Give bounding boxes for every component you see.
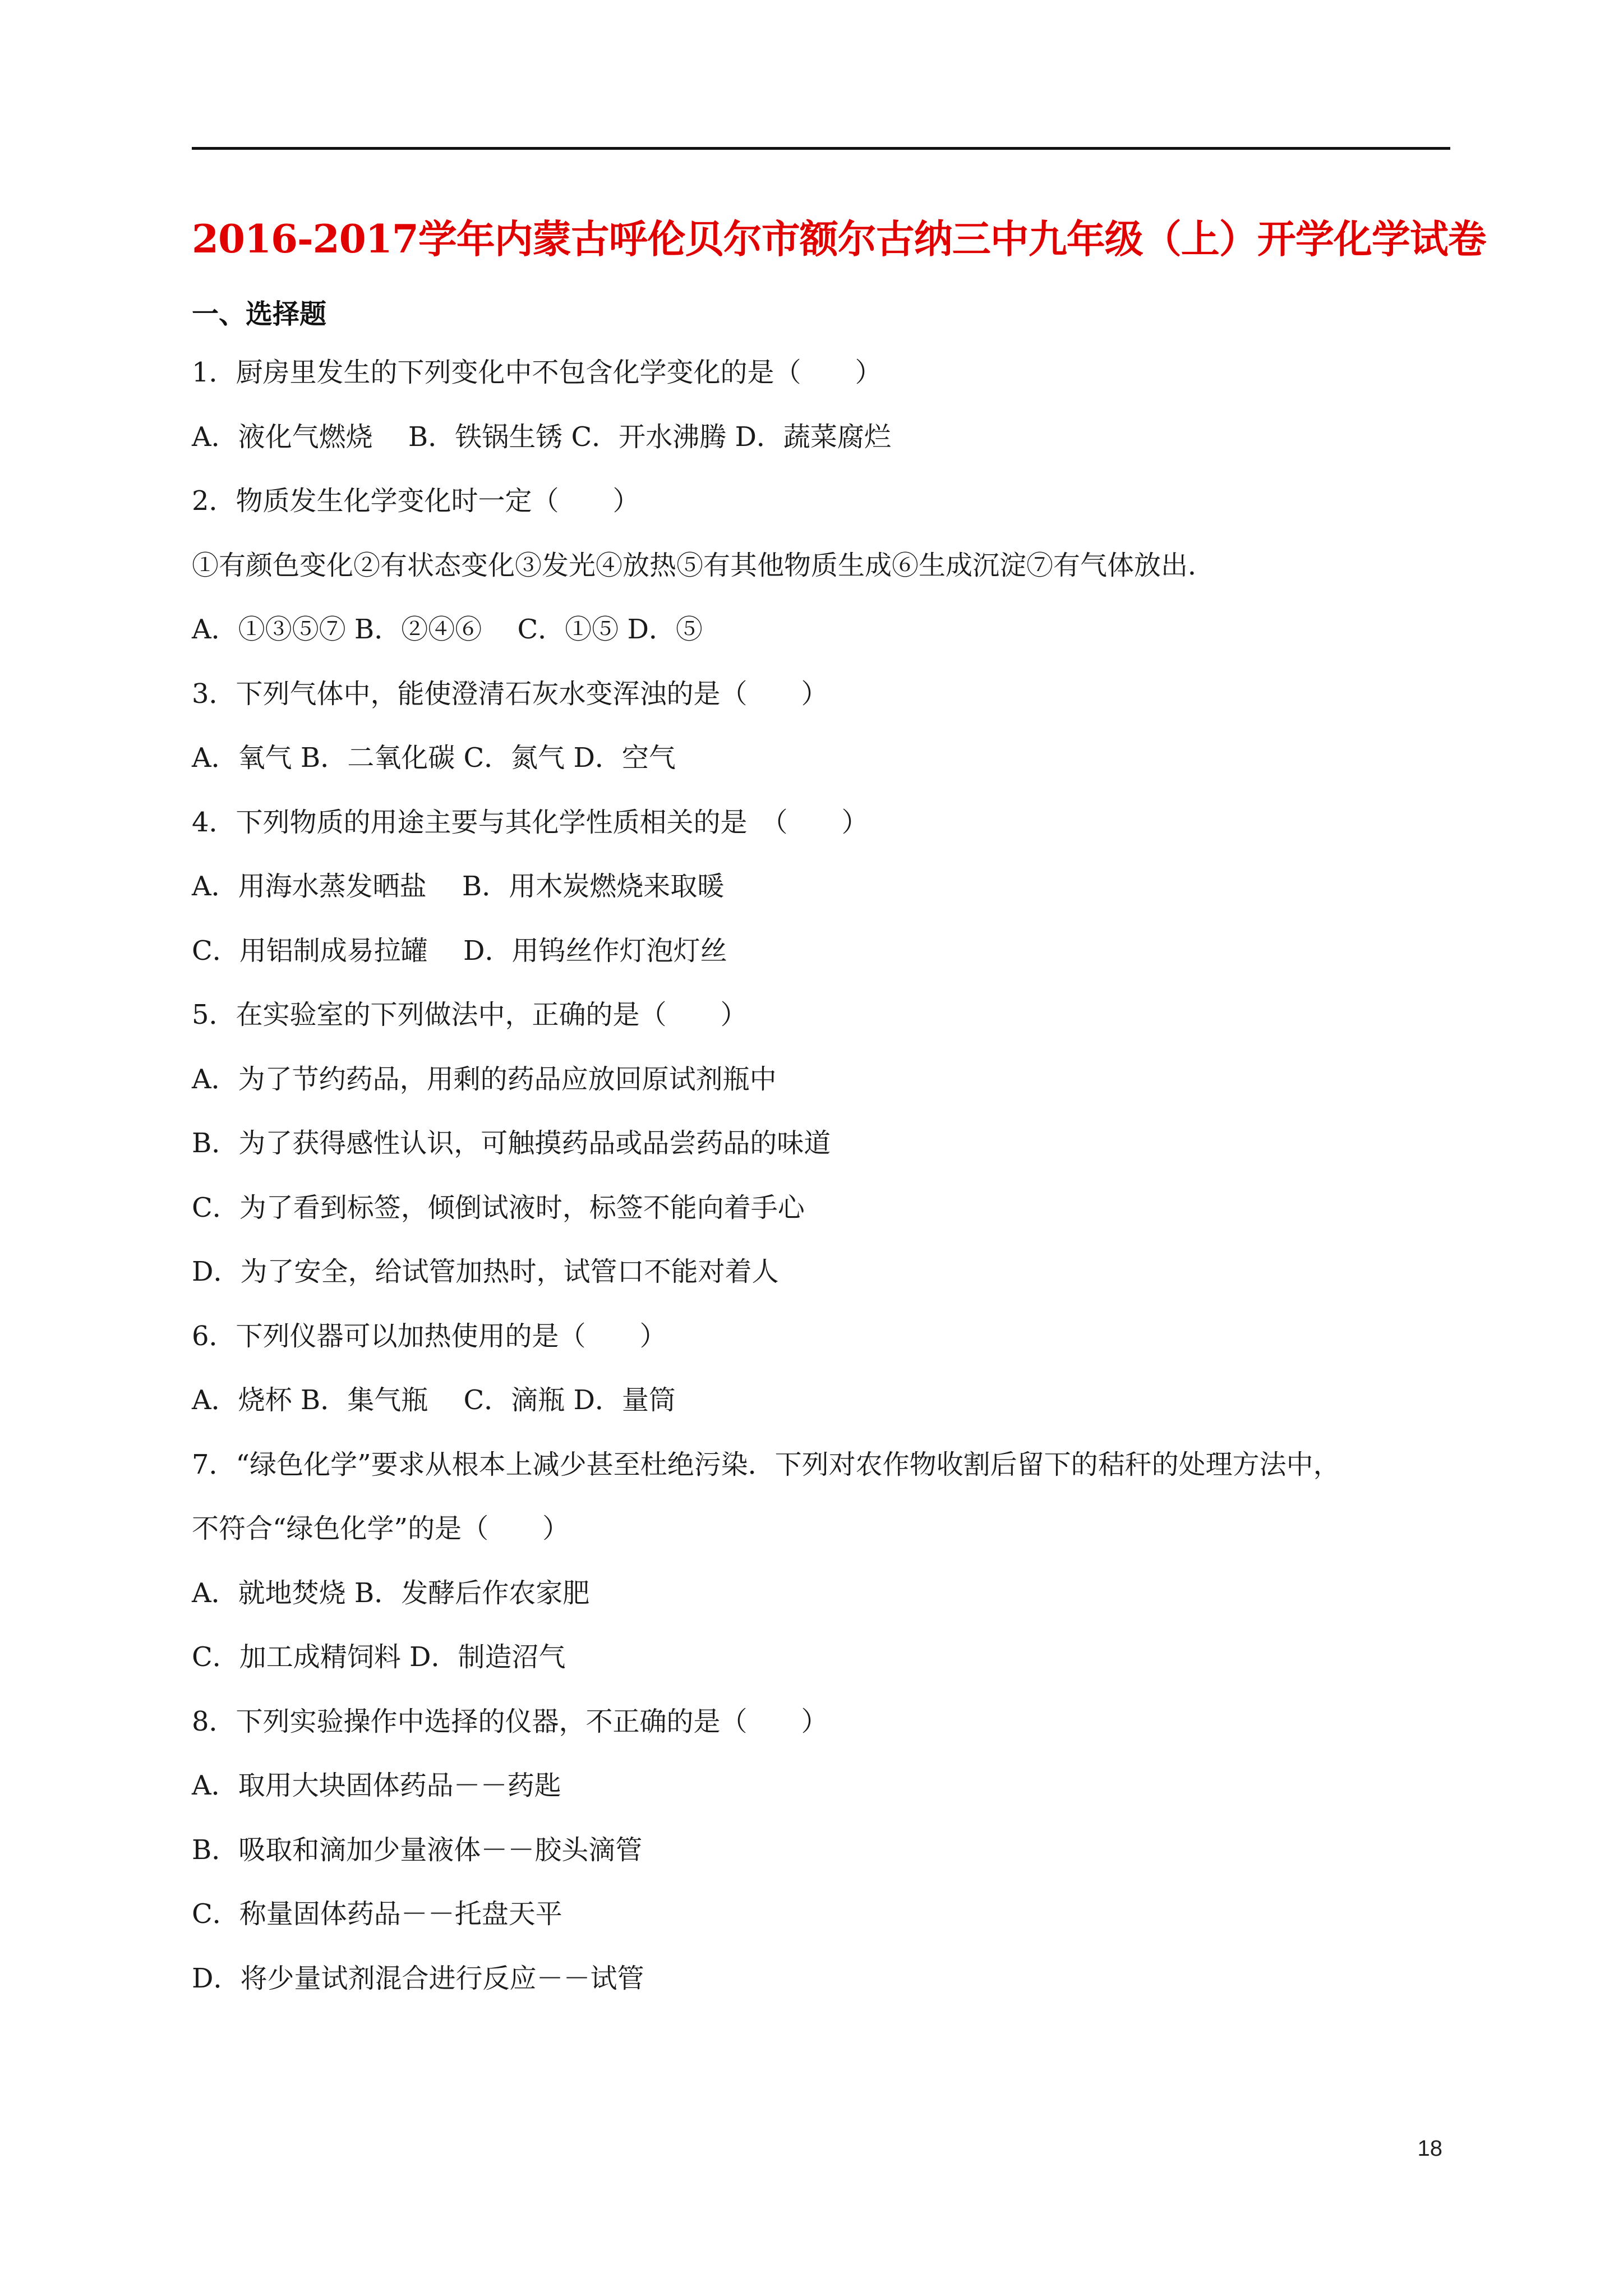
question-1-options: A．液化气燃烧 B．铁锅生锈 C．开水沸腾 D．蔬菜腐烂 [192,421,891,453]
question-2-statements: ①有颜色变化②有状态变化③发光④放热⑤有其他物质生成⑥生成沉淀⑦有气体放出． [192,549,1215,581]
question-8-stem: 8．下列实验操作中选择的仪器，不正确的是（ ） [192,1705,828,1737]
question-8-option-d: D．将少量试剂混合进行反应－－试管 [192,1962,644,1994]
question-8-option-a: A．取用大块固体药品－－药匙 [192,1770,561,1801]
question-3-stem: 3．下列气体中，能使澄清石灰水变浑浊的是（ ） [192,678,828,710]
header-rule [192,147,1450,150]
question-7-options-ab: A．就地焚烧 B．发酵后作农家肥 [192,1577,590,1609]
question-list [192,350,1450,2020]
question-5-stem: 5．在实验室的下列做法中，正确的是（ ） [192,999,748,1030]
question-5-option-d: D．为了安全，给试管加热时，试管口不能对着人 [192,1256,779,1287]
question-3-options: A．氧气 B．二氧化碳 C．氮气 D．空气 [192,742,676,774]
question-1-stem: 1．厨房里发生的下列变化中不包含化学变化的是（ ） [192,357,882,388]
question-8-option-c: C．称量固体药品－－托盘天平 [192,1898,562,1930]
question-2-stem: 2．物质发生化学变化时一定（ ） [192,485,640,517]
question-5-option-a: A．为了节约药品，用剩的药品应放回原试剂瓶中 [192,1063,777,1095]
question-5-option-c: C．为了看到标签，倾倒试液时，标签不能向着手心 [192,1191,805,1223]
question-7-stem-line-1: 7．“绿色化学”要求从根本上减少甚至杜绝污染．下列对农作物收割后留下的秸秆的处理方法中， [192,1448,1340,1480]
question-2-options: A．①③⑤⑦ B．②④⑥ C．①⑤ D．⑤ [192,614,703,645]
question-4-stem: 4．下列物质的用途主要与其化学性质相关的是 （ ） [192,806,869,838]
question-5-option-b: B．为了获得感性认识，可触摸药品或品尝药品的味道 [192,1128,831,1159]
question-4-options-ab: A．用海水蒸发晒盐 B．用木炭燃烧来取暖 [192,871,725,902]
question-6-options: A．烧杯 B．集气瓶 C．滴瓶 D．量筒 [192,1384,676,1416]
section-heading: 一、选择题 [192,298,327,330]
question-7-options-cd: C．加工成精饲料 D．制造沼气 [192,1641,566,1673]
page-number: 18 [1417,2136,1442,2161]
document-title: 2016-2017学年内蒙古呼伦贝尔市额尔古纳三中九年级（上）开学化学试卷 [192,217,1486,262]
question-7-stem-line-2: 不符合“绿色化学”的是（ ） [192,1513,570,1544]
question-4-options-cd: C．用铝制成易拉罐 D．用钨丝作灯泡灯丝 [192,935,727,967]
question-8-option-b: B．吸取和滴加少量液体－－胶头滴管 [192,1834,643,1866]
question-6-stem: 6．下列仪器可以加热使用的是（ ） [192,1320,667,1352]
